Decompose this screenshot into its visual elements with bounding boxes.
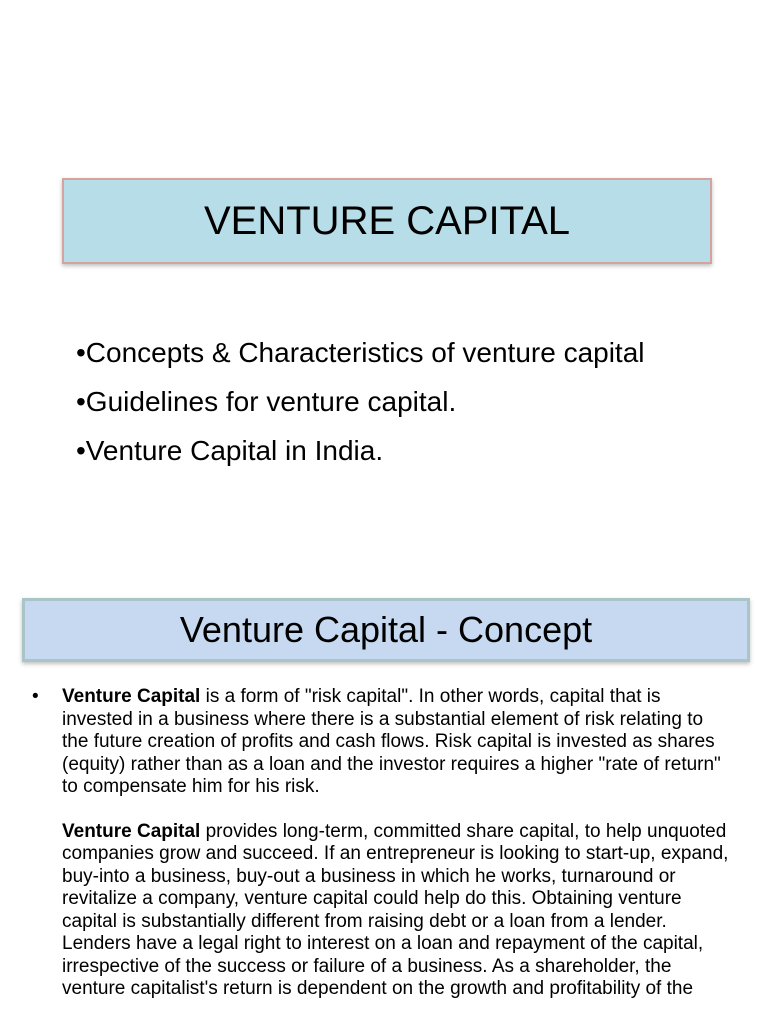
- slide-2-title: Venture Capital - Concept: [179, 609, 593, 650]
- paragraph: [62, 821, 730, 1001]
- paragraph: [62, 686, 730, 799]
- slide-2-content: [32, 686, 732, 1001]
- slide-1-title-box: [62, 178, 712, 264]
- slide-2-title-box: [22, 598, 750, 662]
- slide-2: [0, 576, 768, 1024]
- slide-1-title: VENTURE CAPITAL: [204, 198, 570, 243]
- bullet-item: •Concepts & Characteristics of venture capital: [76, 337, 645, 368]
- bullet-item: •Guidelines for venture capital.: [76, 386, 457, 417]
- paragraph-text: is a form of "risk capital". In other words, capital that is invested in a business where there is a substantial element of risk relating to the future creation of profits and cash flows. Risk capital is invested as shares (equity) rather than as a loan and the investor requires a higher "rate of return" to compensate him for his risk.: [62, 686, 721, 797]
- bullet-symbol: •: [32, 686, 39, 707]
- paragraph-lead: Venture Capital: [62, 820, 201, 842]
- paragraph-text: provides long-term, committed share capital, to help unquoted companies grow and succeed. If an entrepreneur is looking to start-up, expand, buy-into a business, buy-out a business in which he works, turnaround or revitalize a company, venture capital could help do this. Obtaining venture capital is substantially different from raising debt or a loan from a lender. Lenders have a legal right to interest on a loan and repayment of the capital, irrespective of the success or failure of a business. As a shareholder, the venture capitalist's return is dependent on the growth and profitability of the: [62, 820, 729, 999]
- bullet-item: •Venture Capital in India.: [76, 435, 384, 466]
- slide-1-bullet-list: [76, 328, 645, 475]
- paragraph-lead: Venture Capital: [62, 686, 201, 707]
